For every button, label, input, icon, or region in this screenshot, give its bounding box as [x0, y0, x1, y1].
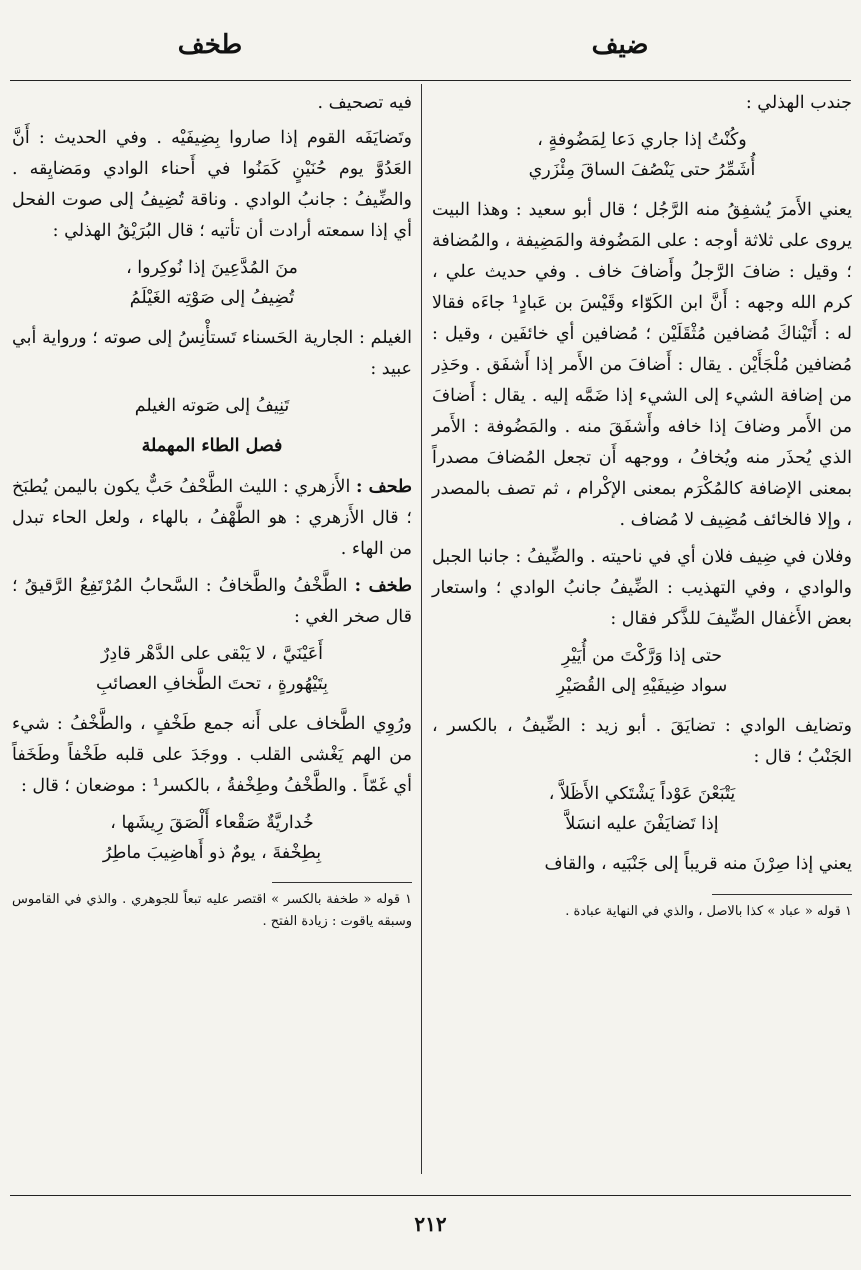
paragraph: فيه تصحيف .	[317, 93, 412, 113]
opening-line: جندب الهذلي :	[745, 93, 852, 113]
footnote-rule	[272, 882, 412, 883]
column-divider	[421, 84, 422, 1174]
paragraph: يعني إذا صِرْنَ منه قريباً إلى جَنْبَيه ، والقاف	[544, 854, 852, 874]
verse	[432, 125, 852, 185]
footnote: ١ قوله « عباد » كذا بالاصل ، والذي في النهاية عبادة .	[565, 904, 852, 919]
verse	[12, 808, 412, 868]
paragraph: وتضايف الوادي : تضايَقَ . أبو زيد : الضِّيفُ ، بالكسر ، الجَنْبُ ؛ قال :	[432, 716, 852, 767]
paragraph: وتَضايَفَه القوم إذا صاروا بِضِيفَيْه . وفي الحديث : أَنَّ العَدُوَّ يوم حُنَيْنٍ كَمَنُوا في أَحناء الوادي ومَضايِقه . والضِّيفُ : جانبُ الوادي . وناقة تُضِيفُ إلى صوت الفحل أي إذا سمعته أرادت أن تأتيه ؛ قال البُرَيْقُ الهذلي :	[12, 128, 412, 241]
verse-line: أَعَيْنَيَّ ، لا يَبْقى على الدَّهْر قادِرٌ	[100, 644, 324, 664]
page-number: ٢١٢	[414, 1212, 447, 1236]
entry	[12, 571, 412, 633]
verse-line: تُضِيفُ إلى صَوْتِه الغَيْلَمُ	[129, 288, 295, 308]
verse-line: بِطِخْفةَ ، يومٌ ذو أَهاضِيبَ ماطِرُ	[102, 843, 322, 863]
entry-body: الطَّخْفُ والطَّخافُ : السَّحابُ المُرْتَفِعُ الرَّقيقُ ؛ قال صخر الغي :	[12, 576, 412, 627]
entry-body: الأَزهري : الليث الطَّحْفُ حَبٌّ يكون باليمن يُطبَخ ؛ قال الأَزهري : هو الطَّهْفُ ، بالهاء ، ولعل الحاء تبدل من الهاء .	[12, 477, 412, 559]
footnote: ١ قوله « طخفة بالكسر » اقتصر عليه تبعاً للجوهري . والذي في القاموس وسبقه ياقوت : زيادة الفتح .	[12, 892, 412, 929]
left-headword: طخف	[177, 30, 243, 60]
verse-line: تَنِيفُ إلى صَوته الغيلم	[134, 396, 290, 416]
section-title: فصل الطاء المهملة	[141, 436, 283, 456]
verse	[12, 639, 412, 699]
paragraph: الغيلم : الجارية الحَسناء تَستأْنِسُ إلى صوته ؛ ورواية أبي عبيد :	[12, 328, 412, 379]
verse	[432, 779, 852, 839]
paragraph: وفلان في ضِيف فلان أي في ناحيته . والضِّيفُ : جانبا الجبل والوادي ، وفي التهذيب : الضِّيفُ جانبُ الوادي ؛ واستعار بعض الأَغفال الضِّيفَ للذَّكر فقال :	[432, 547, 852, 629]
footnote-rule	[712, 894, 852, 895]
verse	[12, 253, 412, 313]
header-rule	[10, 80, 851, 81]
left-column	[12, 88, 412, 933]
verse-line: أُشَمِّرُ حتى يَنْصُفَ الساقَ مِئْزَري	[528, 160, 756, 180]
paragraph: ورُوِي الطَّخاف على أَنه جمع طَخْفٍ ، والطَّخْفُ : شيء من الهم يَغْشى القلب . ووجَدَ على قلبه طَخْفاً وطَخَفاً أي غَمّاً . والطَّخْفُ وطِخْفةُ ، بالكسر¹ : موضعان ؛ قال :	[12, 714, 412, 796]
verse-line: منَ المُدَّعِينَ إذا نُوكِروا ،	[126, 258, 298, 278]
footer-rule	[10, 1195, 851, 1196]
entry-headword: طخف :	[354, 576, 412, 596]
verse-line: يَتْبَعْنَ عَوْداً يَشْتَكي الأَظَلاَّ ،	[548, 784, 736, 804]
verse-line: سواد ضِيفَيْهِ إلى القُصَيْرِ	[556, 676, 728, 696]
verse	[432, 641, 852, 701]
entry	[12, 472, 412, 565]
verse-line: وكُنْتُ إذا جاري دَعا لِمَضُوفةٍ ،	[537, 130, 747, 150]
verse-line: خُداريَّةٌ صَقْعاء أَلْصَقَ رِيشَها ،	[110, 813, 314, 833]
entry-headword: طحف :	[355, 477, 412, 497]
verse-line: بِتَيْهُورةٍ ، تحتَ الطَّخافِ العصائبِ	[96, 674, 328, 694]
verse	[12, 391, 412, 421]
verse-line: حتى إذا وَرَّكْتَ من أُيَيْرِ	[561, 646, 723, 666]
right-headword: ضيف	[591, 30, 649, 60]
right-column	[432, 88, 852, 923]
verse-line: إذا تَضايَفْنَ عليه انسَلاَّ	[565, 814, 719, 834]
paragraph: يعني الأَمرَ يُشفِقُ منه الرَّجُل ؛ قال أبو سعيد : وهذا البيت يروى على ثلاثة أوجه : على المَضُوفة والمَضِيفة ، والمُضافة ؛ وقيل : ضافَ الرَّجلُ وأَضافَ خاف . وفي حديث علي ، كرم الله وجهه : أَنَّ ابن الكَوّاء وقَيْسَ بن عَبادٍ¹ جاءَه فقالا له : أَتَيْناكَ مُضافين مُثْقَلَيْن ؛ مُضافين أي خائفَين ، وقيل : مُضافين مُلْجَأَيْن . يقال : أَضافَ من الأَمر إذا أَشفَق . وحَذِر من إضافة الشيء إلى الشيء إذا ضَمَّه إليه . يقال : أَضافَ من الأَمر وضافَ إذا خافه وأَشفَقَ منه . والمَضُوفة : الأَمر الذي يُحذَر منه ويُخافُ ، ووجهه أَن تجعل المُضافَ مصدراً بمعنى الإضافة كالمُكْرَم بمعنى الإكْرام ، ثم تصف بالمصدر ، وإلا فالخائف مُضِيف لا مُضاف .	[432, 200, 852, 530]
